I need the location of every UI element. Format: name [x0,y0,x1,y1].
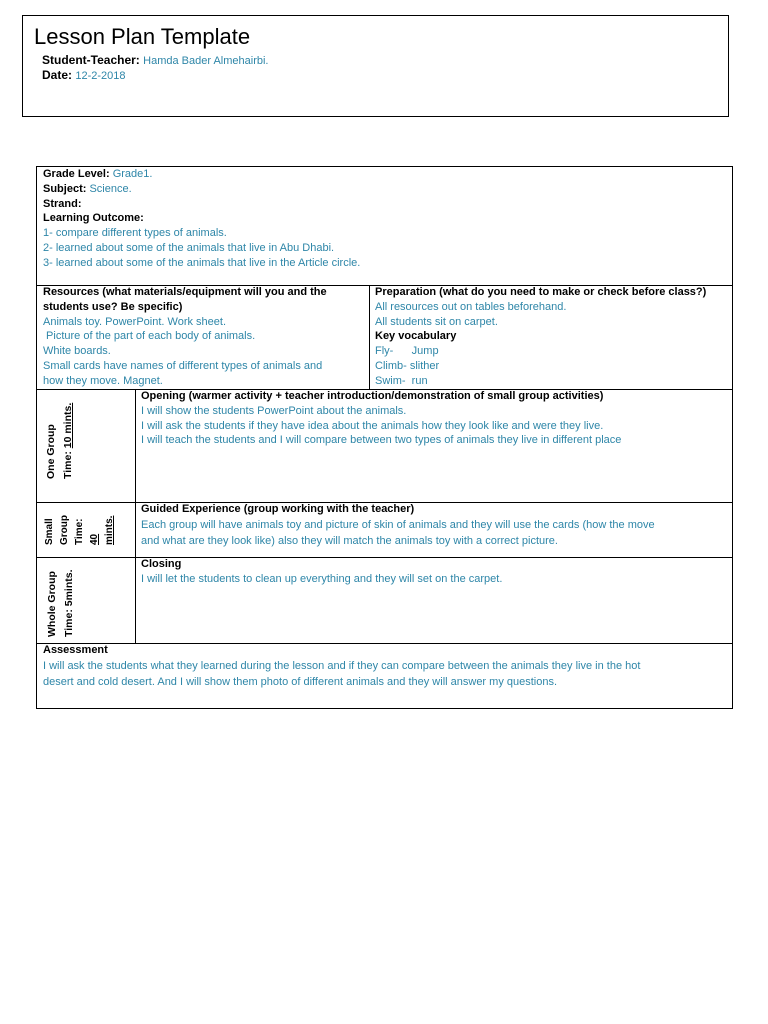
opening-line: I will teach the students and I will compare between two types of animals they live in different place [141,434,622,447]
page-title: Lesson Plan Template [34,24,251,49]
guided-cell [135,502,732,549]
opening-group-label: One Group [45,424,57,479]
guided-line: Each group will have animals toy and picture of skin of animals and they will use the cards (how the move [141,518,655,531]
subject-line [43,182,726,197]
outcome-item: 2- learned about some of the animals that live in Abu Dhabi. [43,241,335,254]
vocabulary-item: Fly- Jump [375,345,439,358]
resource-item: White boards. [43,345,111,358]
guided-side-line: mints. [104,515,115,545]
opening-time-value: 10 mints. [62,402,74,449]
date-label: Date: [42,68,73,82]
resources-heading: students use? Be specific) [43,300,183,313]
opening-time-label: Time: [62,448,74,479]
resources-cell [37,285,369,389]
grade-value: Grade1. [112,168,153,180]
closing-group-label: Whole Group [46,571,58,637]
preparation-heading: Preparation (what do you need to make or check before class?) [375,286,707,298]
lesson-plan-table [36,166,733,709]
vocabulary-item: Swim- run [375,374,428,387]
subject-suffix: . [128,182,132,195]
guided-side-line: Small [44,518,55,545]
resource-item: how they move. Magnet. [43,374,163,387]
grade-line [43,167,726,182]
closing-cell [135,557,732,587]
resource-item: Animals toy. PowerPoint. Work sheet. [43,315,226,328]
header-box [22,15,729,117]
vocabulary-item: Climb- slither [375,359,440,372]
vocabulary-heading: Key vocabulary [375,330,457,343]
guided-side-line: 40 [89,533,100,545]
guided-line: and what are they look like) also they will match the animals toy with a correct picture. [141,534,558,547]
assessment-heading: Assessment [43,644,108,656]
closing-side-label [44,570,78,638]
assessment-cell [37,643,732,690]
resource-item: Picture of the part of each body of animals. [43,330,256,343]
guided-heading: Guided Experience (group working with the teacher) [141,503,415,515]
student-teacher-label: Student-Teacher: [42,53,140,67]
opening-cell [135,389,732,448]
resource-item: Small cards have names of different types of animals and [43,359,323,372]
outcome-item: 1- compare different types of animals. [43,227,227,240]
guided-side-line: Group [59,515,70,545]
strand-label: Strand: [43,197,82,210]
outcome-item: 3- learned about some of the animals that live in the Article circle. [43,256,361,269]
grade-label: Grade Level: [43,168,110,180]
date-value: 12-2-2018 [75,70,126,82]
opening-line: I will ask the students if they have idea about the animals how they look like and were they live. [141,419,604,432]
preparation-cell [369,285,732,389]
guided-side-line: Time: [74,518,85,545]
closing-heading: Closing [141,558,182,570]
guided-side-label [42,515,117,545]
outcome-label: Learning Outcome: [43,212,144,225]
preparation-item: All resources out on tables beforehand. [375,300,567,313]
opening-line: I will show the students PowerPoint about the animals. [141,404,407,417]
info-section [37,167,732,271]
assessment-line: desert and cold desert. And I will show them photo of different animals and they will answer my questions. [43,675,558,688]
subject-value: Science [89,182,129,195]
subject-label: Subject: [43,182,87,195]
student-teacher-value: Hamda Bader Almehairbi. [143,55,269,67]
date-line [42,68,126,84]
opening-side-label [43,403,77,479]
preparation-item: All students sit on carpet. [375,315,498,328]
opening-heading: Opening (warmer activity + teacher introduction/demonstration of small group activities) [141,390,604,402]
closing-line: I will let the students to clean up everything and they will set on the carpet. [141,572,503,585]
resources-heading: Resources (what materials/equipment will you and the [43,286,327,298]
student-teacher-line [42,53,268,69]
opening-time-line [60,403,77,479]
closing-time-label: Time: 5mints. [63,569,75,637]
assessment-line: I will ask the students what they learned during the lesson and if they can compare between the animals they live in the hot [43,659,641,672]
